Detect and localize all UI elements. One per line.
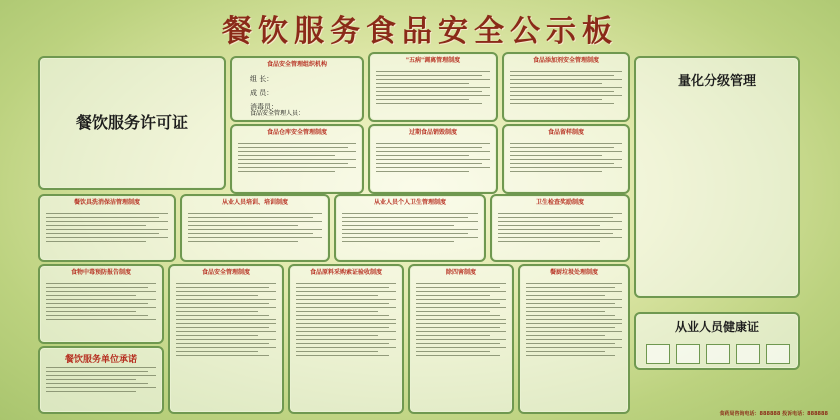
rule-heading-h3: 食品仓库安全管理制度 — [266, 129, 327, 136]
rule-panel-h3 — [230, 124, 364, 194]
contact-footer: 食药局咨询电话：888888 投诉电话：888888 — [719, 411, 828, 417]
rule-heading-h8: 从业人员个人卫生管理制度 — [373, 199, 446, 206]
manager-panel — [230, 104, 364, 122]
rule-heading-h6: 餐饮具洗消保洁管理制度 — [73, 199, 140, 206]
license-title: 餐饮服务许可证 — [75, 113, 188, 132]
rule-heading-h1: "五病"调离管理制度 — [405, 57, 461, 64]
license-panel — [38, 56, 226, 190]
rule-panel-h2 — [502, 52, 630, 122]
rule-heading-h2: 食品添加剂安全管理制度 — [532, 57, 599, 64]
rule-panel-h4 — [368, 124, 498, 194]
org-leader: 组 长： — [250, 75, 274, 83]
health-cert-slot — [706, 344, 730, 364]
rule-panel-h11 — [168, 264, 284, 414]
rule-heading-h10: 食物中毒预防报告制度 — [70, 269, 131, 276]
rule-panel-h5 — [502, 124, 630, 194]
grading-title: 量化分级管理 — [677, 74, 756, 89]
rule-heading-h4: 过期食品销毁制度 — [408, 129, 457, 136]
org-disinfector: 消毒员： — [250, 103, 278, 111]
org-member: 成 员： — [250, 89, 274, 97]
rule-panel-h9 — [490, 194, 630, 262]
grading-panel — [634, 56, 800, 298]
health-cert-slot — [766, 344, 790, 364]
rule-panel-h7 — [180, 194, 330, 262]
health-cert-slot — [676, 344, 700, 364]
rule-panel-h12 — [288, 264, 404, 414]
health-cert-slot — [736, 344, 760, 364]
org-manager: 食品安全管理人员： — [250, 110, 305, 117]
rule-heading-h7: 从业人员培训、培训制度 — [221, 199, 288, 206]
org-heading: 食品安全管理组织机构 — [266, 61, 327, 68]
health-cert-slot — [646, 344, 670, 364]
rule-heading-h9: 卫生检查奖励制度 — [535, 199, 584, 206]
rule-panel-h6 — [38, 194, 176, 262]
rule-heading-h5: 食品留样制度 — [547, 129, 584, 136]
rule-heading-h13: 除四害制度 — [445, 269, 476, 276]
rule-panel-h1 — [368, 52, 498, 122]
rule-panel-h10 — [38, 264, 164, 344]
rule-panel-h8 — [334, 194, 486, 262]
promise-title: 餐饮服务单位承诺 — [64, 355, 137, 365]
board-title: 餐饮服务食品安全公示板 — [222, 14, 618, 49]
rule-heading-h14: 餐厨垃圾处理制度 — [549, 269, 598, 276]
rule-heading-h12: 食品原料采购索证验收制度 — [309, 269, 382, 276]
rule-heading-h11: 食品安全管理制度 — [201, 269, 250, 276]
rule-panel-h13 — [408, 264, 514, 414]
promise-panel — [38, 346, 164, 414]
health-title: 从业人员健康证 — [674, 320, 759, 334]
rule-panel-h14 — [518, 264, 630, 414]
